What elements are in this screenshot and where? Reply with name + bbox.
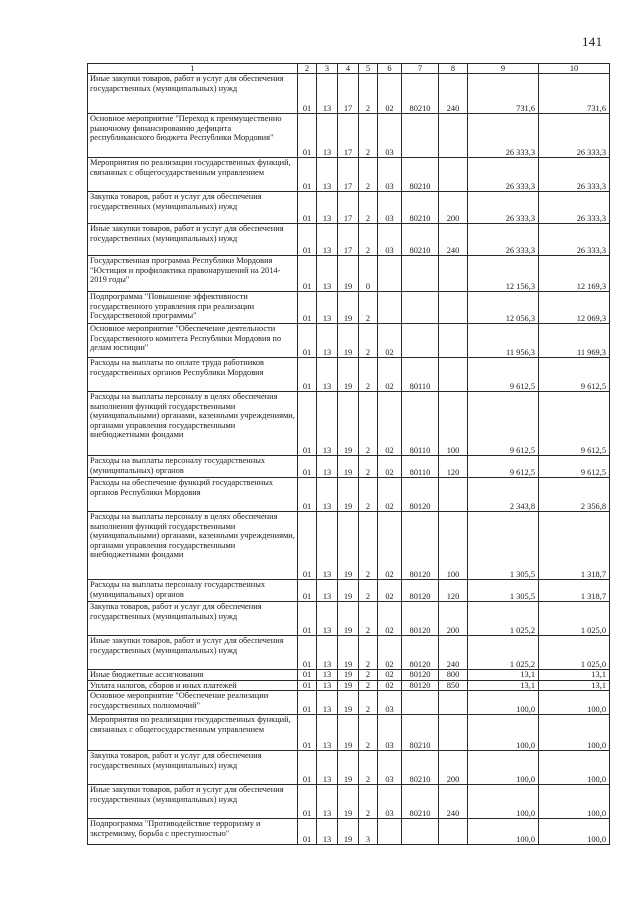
row-value-cell: 17 <box>338 114 359 158</box>
row-value-cell: 850 <box>439 680 468 690</box>
table-row <box>88 580 610 602</box>
row-value-cell: 2 <box>359 680 378 690</box>
row-value-cell: 13 <box>317 602 338 636</box>
row-value-cell: 13 <box>317 392 338 456</box>
row-value-cell: 01 <box>298 670 317 680</box>
row-value-cell: 2 <box>359 224 378 256</box>
row-value-cell: 100,0 <box>539 819 610 845</box>
table-row <box>88 324 610 358</box>
row-name-cell: Иные закупки товаров, работ и услуг для обеспечения государственных (муниципальных) нужд <box>88 636 298 670</box>
row-value-cell: 26 333,3 <box>468 158 539 192</box>
row-value-cell: 17 <box>338 192 359 224</box>
row-value-cell: 1 025,0 <box>539 602 610 636</box>
row-value-cell: 2 <box>359 691 378 715</box>
table-row <box>88 680 610 690</box>
row-value-cell: 2 <box>359 192 378 224</box>
table-row <box>88 819 610 845</box>
row-value-cell: 03 <box>378 785 402 819</box>
row-value-cell: 01 <box>298 456 317 478</box>
column-header: 5 <box>359 64 378 74</box>
row-value-cell: 9 612,5 <box>468 456 539 478</box>
row-value-cell: 200 <box>439 602 468 636</box>
row-value-cell: 80110 <box>402 392 439 456</box>
row-value-cell: 240 <box>439 224 468 256</box>
row-value-cell: 19 <box>338 478 359 512</box>
row-value-cell: 01 <box>298 691 317 715</box>
row-value-cell: 13 <box>317 512 338 580</box>
row-value-cell: 01 <box>298 602 317 636</box>
row-value-cell: 03 <box>378 114 402 158</box>
row-name-cell: Расходы на выплаты персоналу в целях обеспечения выполнения функций государственными (муниципальными) органами, казенными учреждениями, органами управления государственными внебюджетными фондами <box>88 392 298 456</box>
row-value-cell: 13 <box>317 292 338 324</box>
row-value-cell: 9 612,5 <box>468 358 539 392</box>
row-value-cell: 01 <box>298 114 317 158</box>
column-header: 2 <box>298 64 317 74</box>
row-value-cell: 2 <box>359 785 378 819</box>
row-value-cell: 13 <box>317 158 338 192</box>
row-value-cell: 100 <box>439 392 468 456</box>
row-value-cell <box>439 292 468 324</box>
row-value-cell: 100,0 <box>468 819 539 845</box>
row-value-cell: 2 <box>359 478 378 512</box>
row-value-cell <box>439 819 468 845</box>
row-value-cell <box>378 819 402 845</box>
column-header: 4 <box>338 64 359 74</box>
row-value-cell: 1 305,5 <box>468 580 539 602</box>
row-value-cell: 13 <box>317 224 338 256</box>
table-header-row <box>88 64 610 74</box>
row-value-cell: 2 <box>359 324 378 358</box>
row-value-cell: 240 <box>439 636 468 670</box>
row-value-cell: 13 <box>317 680 338 690</box>
row-name-cell: Закупка товаров, работ и услуг для обеспечения государственных (муниципальных) нужд <box>88 602 298 636</box>
row-value-cell: 9 612,5 <box>468 392 539 456</box>
table-row <box>88 192 610 224</box>
row-name-cell: Иные бюджетные ассигнования <box>88 670 298 680</box>
row-value-cell: 1 025,2 <box>468 636 539 670</box>
row-value-cell <box>439 358 468 392</box>
row-value-cell: 02 <box>378 392 402 456</box>
row-value-cell: 13 <box>317 670 338 680</box>
row-value-cell <box>439 256 468 292</box>
row-name-cell: Иные закупки товаров, работ и услуг для обеспечения государственных (муниципальных) нужд <box>88 224 298 256</box>
row-value-cell: 26 333,3 <box>539 114 610 158</box>
table-row <box>88 256 610 292</box>
row-value-cell: 01 <box>298 324 317 358</box>
table-row <box>88 478 610 512</box>
row-value-cell: 02 <box>378 670 402 680</box>
row-name-cell: Подпрограмма "Повышение эффективности государственного управления при реализации Государственной программы" <box>88 292 298 324</box>
row-value-cell: 80210 <box>402 224 439 256</box>
row-value-cell: 100,0 <box>468 715 539 751</box>
table-row <box>88 456 610 478</box>
row-name-cell: Расходы на выплаты персоналу в целях обеспечения выполнения функций государственными (муниципальными) органами, казенными учреждениями, органами управления государственными внебюджетными фондами <box>88 512 298 580</box>
row-value-cell: 13 <box>317 751 338 785</box>
row-value-cell: 26 333,3 <box>539 192 610 224</box>
row-value-cell: 03 <box>378 158 402 192</box>
row-value-cell: 80110 <box>402 456 439 478</box>
row-value-cell: 13 <box>317 256 338 292</box>
row-value-cell: 2 <box>359 580 378 602</box>
row-value-cell: 01 <box>298 785 317 819</box>
row-value-cell: 2 356,8 <box>539 478 610 512</box>
row-value-cell: 2 <box>359 636 378 670</box>
table-row <box>88 670 610 680</box>
row-value-cell: 1 318,7 <box>539 580 610 602</box>
row-value-cell: 200 <box>439 192 468 224</box>
row-name-cell: Мероприятия по реализации государственных функций, связанных с общегосударственным управлением <box>88 158 298 192</box>
row-name-cell: Расходы на выплаты персоналу государственных (муниципальных) органов <box>88 580 298 602</box>
row-value-cell: 01 <box>298 224 317 256</box>
table-row <box>88 751 610 785</box>
row-name-cell: Расходы на обеспечение функций государственных органов Республики Мордовия <box>88 478 298 512</box>
row-value-cell: 03 <box>378 715 402 751</box>
row-value-cell: 3 <box>359 819 378 845</box>
budget-table <box>87 63 610 845</box>
row-value-cell: 731,6 <box>539 74 610 114</box>
row-value-cell: 100,0 <box>539 785 610 819</box>
row-value-cell: 13 <box>317 580 338 602</box>
row-value-cell: 01 <box>298 158 317 192</box>
row-value-cell: 01 <box>298 358 317 392</box>
row-value-cell: 19 <box>338 358 359 392</box>
row-value-cell: 13,1 <box>468 680 539 690</box>
row-value-cell: 03 <box>378 751 402 785</box>
column-header: 1 <box>88 64 298 74</box>
row-value-cell: 02 <box>378 580 402 602</box>
row-name-cell: Основное мероприятие "Обеспечение деятельности Государственного комитета Республики Мордовия по делам юстиции" <box>88 324 298 358</box>
column-header: 3 <box>317 64 338 74</box>
row-value-cell: 200 <box>439 751 468 785</box>
row-value-cell: 01 <box>298 192 317 224</box>
row-value-cell: 17 <box>338 74 359 114</box>
row-value-cell: 02 <box>378 680 402 690</box>
row-value-cell: 19 <box>338 751 359 785</box>
row-value-cell: 2 <box>359 158 378 192</box>
row-value-cell: 240 <box>439 74 468 114</box>
row-value-cell: 01 <box>298 819 317 845</box>
row-name-cell: Подпрограмма "Противодействие терроризму и экстремизму, борьба с преступностью" <box>88 819 298 845</box>
table-row <box>88 158 610 192</box>
table-row <box>88 715 610 751</box>
row-value-cell: 19 <box>338 691 359 715</box>
row-value-cell: 01 <box>298 680 317 690</box>
column-header: 9 <box>468 64 539 74</box>
row-value-cell: 19 <box>338 512 359 580</box>
row-value-cell: 12 156,3 <box>468 256 539 292</box>
row-value-cell <box>439 478 468 512</box>
row-value-cell: 9 612,5 <box>539 456 610 478</box>
row-value-cell: 80210 <box>402 785 439 819</box>
row-value-cell: 26 333,3 <box>539 158 610 192</box>
row-value-cell <box>402 114 439 158</box>
row-value-cell: 80120 <box>402 680 439 690</box>
row-value-cell: 100,0 <box>468 691 539 715</box>
table-row <box>88 691 610 715</box>
row-name-cell: Закупка товаров, работ и услуг для обеспечения государственных (муниципальных) нужд <box>88 192 298 224</box>
row-value-cell: 1 025,0 <box>539 636 610 670</box>
row-value-cell: 2 343,8 <box>468 478 539 512</box>
row-value-cell: 13 <box>317 715 338 751</box>
row-value-cell: 13 <box>317 478 338 512</box>
column-header: 8 <box>439 64 468 74</box>
row-value-cell: 01 <box>298 292 317 324</box>
row-value-cell <box>439 158 468 192</box>
row-value-cell: 01 <box>298 512 317 580</box>
table-row <box>88 785 610 819</box>
row-value-cell: 01 <box>298 74 317 114</box>
row-value-cell <box>378 292 402 324</box>
row-value-cell: 19 <box>338 819 359 845</box>
row-value-cell: 26 333,3 <box>468 114 539 158</box>
row-value-cell: 100 <box>439 512 468 580</box>
row-value-cell: 01 <box>298 636 317 670</box>
table-row <box>88 602 610 636</box>
row-value-cell: 13 <box>317 324 338 358</box>
row-value-cell: 12 069,3 <box>539 292 610 324</box>
row-value-cell: 80210 <box>402 715 439 751</box>
column-header: 10 <box>539 64 610 74</box>
row-value-cell: 100,0 <box>468 751 539 785</box>
row-value-cell: 13 <box>317 114 338 158</box>
row-value-cell: 01 <box>298 478 317 512</box>
row-value-cell: 19 <box>338 715 359 751</box>
row-value-cell: 02 <box>378 456 402 478</box>
row-value-cell: 1 025,2 <box>468 602 539 636</box>
row-value-cell: 2 <box>359 392 378 456</box>
row-value-cell: 80120 <box>402 670 439 680</box>
row-value-cell: 02 <box>378 478 402 512</box>
row-value-cell: 80120 <box>402 602 439 636</box>
row-value-cell: 01 <box>298 751 317 785</box>
row-value-cell: 731,6 <box>468 74 539 114</box>
row-value-cell: 2 <box>359 512 378 580</box>
row-value-cell: 02 <box>378 358 402 392</box>
row-value-cell: 80210 <box>402 192 439 224</box>
row-value-cell: 19 <box>338 580 359 602</box>
row-value-cell: 26 333,3 <box>468 224 539 256</box>
row-name-cell: Иные закупки товаров, работ и услуг для обеспечения государственных (муниципальных) нужд <box>88 785 298 819</box>
row-name-cell: Расходы на выплаты по оплате труда работников государственных органов Республики Мордовия <box>88 358 298 392</box>
row-value-cell: 13 <box>317 358 338 392</box>
row-value-cell: 19 <box>338 292 359 324</box>
row-value-cell: 13 <box>317 636 338 670</box>
row-value-cell: 2 <box>359 74 378 114</box>
row-value-cell: 02 <box>378 324 402 358</box>
row-value-cell: 80120 <box>402 512 439 580</box>
row-value-cell <box>439 715 468 751</box>
page-number: 141 <box>582 34 603 49</box>
table-row <box>88 636 610 670</box>
row-value-cell: 03 <box>378 691 402 715</box>
row-value-cell: 13,1 <box>468 670 539 680</box>
row-name-cell: Закупка товаров, работ и услуг для обеспечения государственных (муниципальных) нужд <box>88 751 298 785</box>
table-row <box>88 512 610 580</box>
row-value-cell: 19 <box>338 680 359 690</box>
row-value-cell <box>402 819 439 845</box>
row-name-cell: Мероприятия по реализации государственных функций, связанных с общегосударственным управлением <box>88 715 298 751</box>
row-value-cell: 2 <box>359 602 378 636</box>
table-row <box>88 74 610 114</box>
row-value-cell: 2 <box>359 670 378 680</box>
row-value-cell: 13 <box>317 785 338 819</box>
column-header: 6 <box>378 64 402 74</box>
row-value-cell: 03 <box>378 224 402 256</box>
row-value-cell <box>402 324 439 358</box>
row-value-cell: 11 956,3 <box>468 324 539 358</box>
row-value-cell: 01 <box>298 580 317 602</box>
column-header: 7 <box>402 64 439 74</box>
row-value-cell: 2 <box>359 751 378 785</box>
row-value-cell: 17 <box>338 158 359 192</box>
row-value-cell: 19 <box>338 392 359 456</box>
row-value-cell: 800 <box>439 670 468 680</box>
row-value-cell: 26 333,3 <box>468 192 539 224</box>
row-value-cell: 11 969,3 <box>539 324 610 358</box>
row-value-cell: 120 <box>439 456 468 478</box>
row-value-cell: 19 <box>338 785 359 819</box>
row-value-cell: 0 <box>359 256 378 292</box>
row-value-cell: 13 <box>317 691 338 715</box>
row-name-cell: Уплата налогов, сборов и иных платежей <box>88 680 298 690</box>
row-value-cell: 03 <box>378 192 402 224</box>
row-value-cell: 2 <box>359 715 378 751</box>
row-value-cell: 01 <box>298 256 317 292</box>
row-value-cell: 120 <box>439 580 468 602</box>
table-row <box>88 392 610 456</box>
table-row <box>88 292 610 324</box>
row-value-cell: 100,0 <box>539 691 610 715</box>
row-value-cell: 80210 <box>402 74 439 114</box>
row-value-cell: 26 333,3 <box>539 224 610 256</box>
row-value-cell: 2 <box>359 358 378 392</box>
row-value-cell: 1 318,7 <box>539 512 610 580</box>
row-value-cell: 17 <box>338 224 359 256</box>
row-value-cell: 19 <box>338 636 359 670</box>
row-value-cell: 2 <box>359 456 378 478</box>
row-value-cell: 100,0 <box>468 785 539 819</box>
table-row <box>88 114 610 158</box>
row-value-cell: 80120 <box>402 636 439 670</box>
row-value-cell: 13 <box>317 74 338 114</box>
row-value-cell: 80210 <box>402 158 439 192</box>
table-row <box>88 358 610 392</box>
row-name-cell: Расходы на выплаты персоналу государственных (муниципальных) органов <box>88 456 298 478</box>
row-value-cell: 02 <box>378 602 402 636</box>
row-name-cell: Основное мероприятие "Переход к преимущественно рыночному финансированию дефицита республиканского бюджета Республики Мордовия" <box>88 114 298 158</box>
row-value-cell: 13 <box>317 819 338 845</box>
row-value-cell: 12 169,3 <box>539 256 610 292</box>
row-value-cell: 02 <box>378 512 402 580</box>
row-name-cell: Государственная программа Республики Мордовия "Юстиция и профилактика правонарушений на 2014-2019 годы" <box>88 256 298 292</box>
row-value-cell: 13 <box>317 192 338 224</box>
row-value-cell <box>439 114 468 158</box>
row-value-cell: 19 <box>338 456 359 478</box>
row-value-cell: 80210 <box>402 751 439 785</box>
row-value-cell <box>439 691 468 715</box>
row-value-cell: 12 056,3 <box>468 292 539 324</box>
row-value-cell <box>402 256 439 292</box>
row-value-cell: 80110 <box>402 358 439 392</box>
row-value-cell: 01 <box>298 392 317 456</box>
row-value-cell: 240 <box>439 785 468 819</box>
row-value-cell: 13,1 <box>539 670 610 680</box>
table-row <box>88 224 610 256</box>
row-value-cell <box>402 691 439 715</box>
row-value-cell: 19 <box>338 256 359 292</box>
row-value-cell: 19 <box>338 324 359 358</box>
row-value-cell: 2 <box>359 114 378 158</box>
row-value-cell: 19 <box>338 602 359 636</box>
row-value-cell: 9 612,5 <box>539 358 610 392</box>
row-value-cell <box>378 256 402 292</box>
row-value-cell: 80120 <box>402 478 439 512</box>
row-value-cell: 13,1 <box>539 680 610 690</box>
row-value-cell: 02 <box>378 74 402 114</box>
row-value-cell: 100,0 <box>539 751 610 785</box>
row-value-cell <box>439 324 468 358</box>
row-value-cell: 01 <box>298 715 317 751</box>
row-value-cell: 80120 <box>402 580 439 602</box>
row-value-cell: 100,0 <box>539 715 610 751</box>
row-name-cell: Иные закупки товаров, работ и услуг для обеспечения государственных (муниципальных) нужд <box>88 74 298 114</box>
row-value-cell: 02 <box>378 636 402 670</box>
row-value-cell: 13 <box>317 456 338 478</box>
row-value-cell: 2 <box>359 292 378 324</box>
row-value-cell: 1 305,5 <box>468 512 539 580</box>
row-value-cell: 9 612,5 <box>539 392 610 456</box>
row-name-cell: Основное мероприятие "Обеспечение реализации государственных полномочий" <box>88 691 298 715</box>
row-value-cell <box>402 292 439 324</box>
row-value-cell: 19 <box>338 670 359 680</box>
